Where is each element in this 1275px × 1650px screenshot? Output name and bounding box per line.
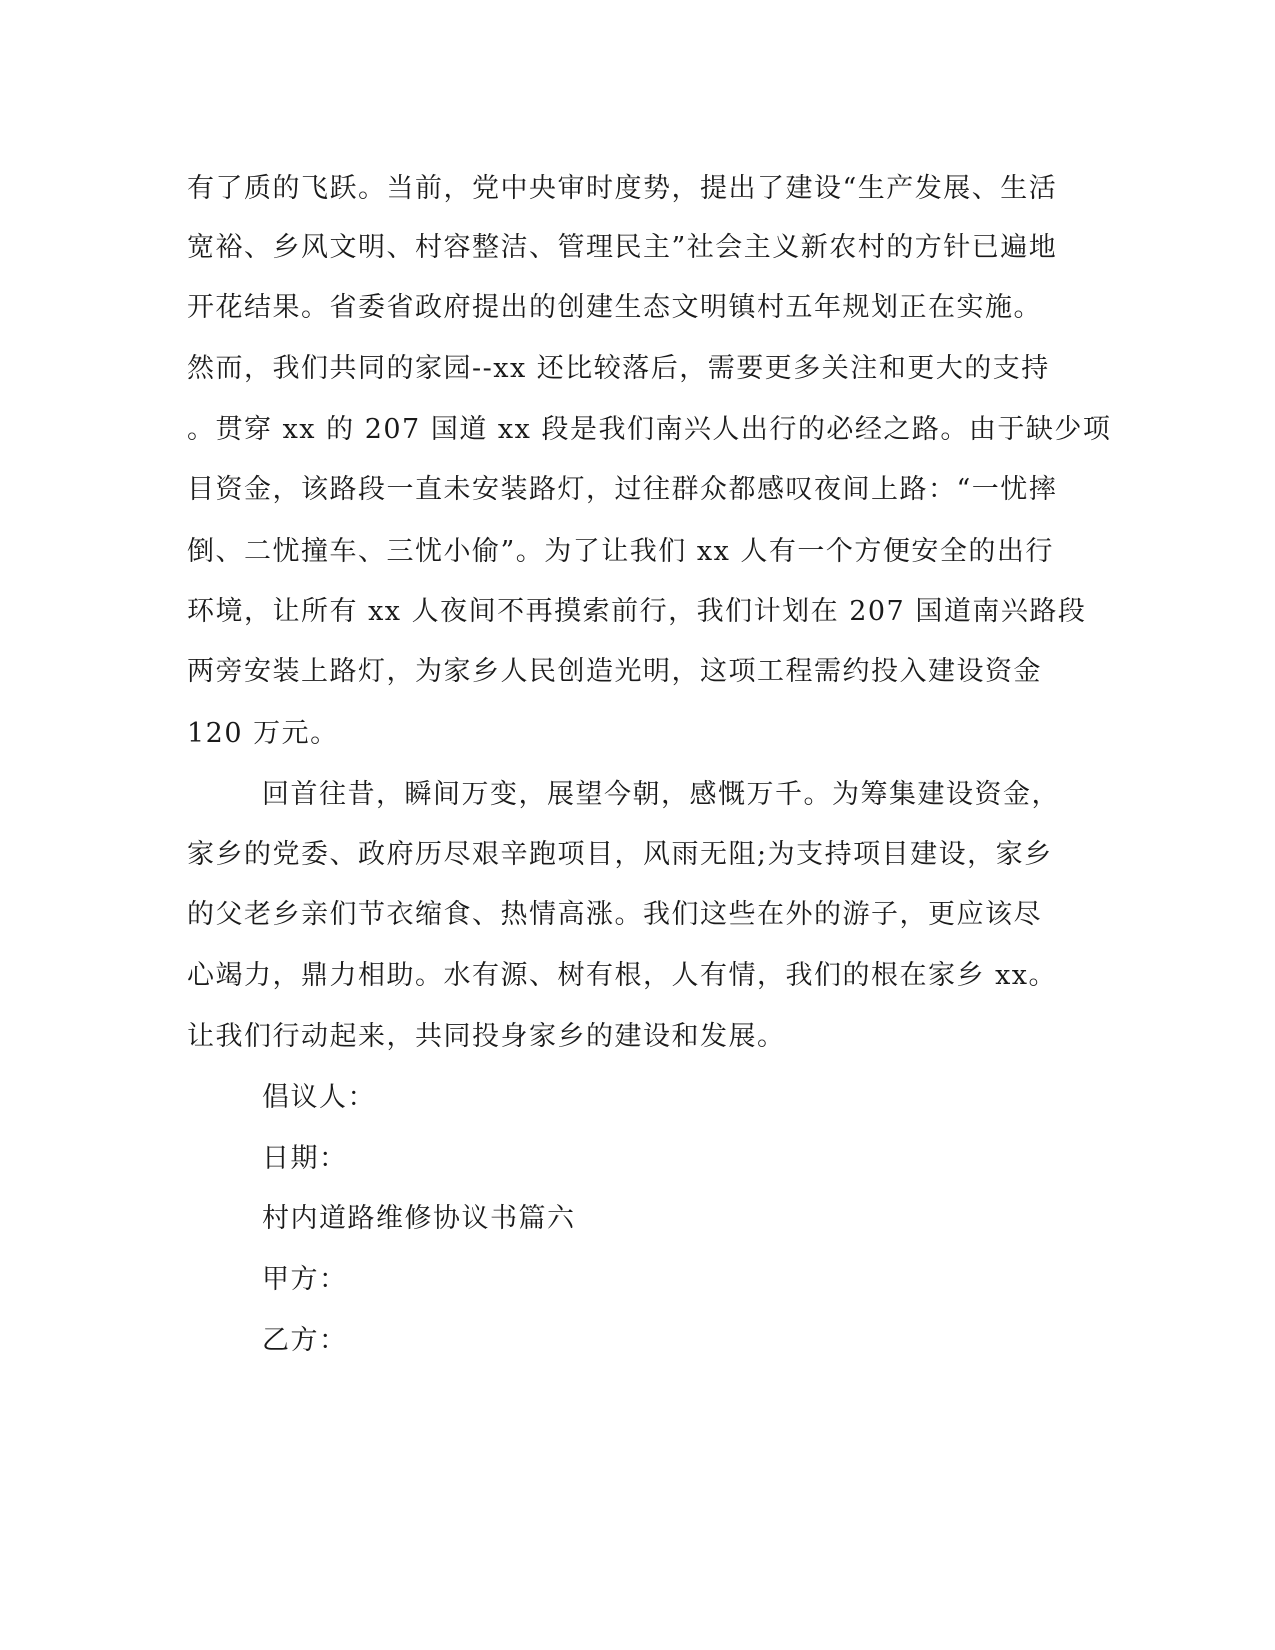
party-a-label: 甲方： — [262, 1264, 348, 1295]
body-text-line: 目资金，该路段一直未安装路灯，过往群众都感叹夜间上路：“一忧摔 — [187, 474, 1058, 505]
body-text-line: 然而，我们共同的家园--xx 还比较落后，需要更多关注和更大的支持 — [187, 353, 1050, 384]
body-text-line: 的父老乡亲们节衣缩食、热情高涨。我们这些在外的游子，更应该尽 — [187, 899, 1042, 930]
date-label: 日期： — [262, 1143, 348, 1174]
body-text-line: 有了质的飞跃。当前，党中央审时度势，提出了建设“生产发展、生活 — [187, 173, 1058, 204]
body-text-line: 。贯穿 xx 的 207 国道 xx 段是我们南兴人出行的必经之路。由于缺少项 — [187, 414, 1112, 445]
body-text-line: 让我们行动起来，共同投身家乡的建设和发展。 — [187, 1021, 786, 1052]
proposer-label: 倡议人： — [262, 1082, 376, 1113]
body-text-line: 倒、二忧撞车、三忧小偷”。为了让我们 xx 人有一个方便安全的出行 — [187, 536, 1054, 567]
body-text-line: 宽裕、乡风文明、村容整洁、管理民主”社会主义新农村的方针已遍地 — [187, 232, 1058, 263]
party-b-label: 乙方： — [262, 1325, 348, 1356]
body-text-line: 环境，让所有 xx 人夜间不再摸索前行，我们计划在 207 国道南兴路段 — [187, 596, 1087, 627]
body-text-line: 回首往昔，瞬间万变，展望今朝，感慨万千。为筹集建设资金， — [262, 779, 1060, 810]
body-text-line: 心竭力，鼎力相助。水有源、树有根，人有情，我们的根在家乡 xx。 — [187, 960, 1058, 991]
body-text-line: 120 万元。 — [187, 718, 339, 749]
body-text-line: 开花结果。省委省政府提出的创建生态文明镇村五年规划正在实施。 — [187, 292, 1042, 323]
body-text-line: 两旁安装上路灯，为家乡人民创造光明，这项工程需约投入建设资金 — [187, 656, 1042, 687]
section-title: 村内道路维修协议书篇六 — [262, 1203, 576, 1234]
body-text-line: 家乡的党委、政府历尽艰辛跑项目，风雨无阻;为支持项目建设，家乡 — [187, 839, 1053, 870]
